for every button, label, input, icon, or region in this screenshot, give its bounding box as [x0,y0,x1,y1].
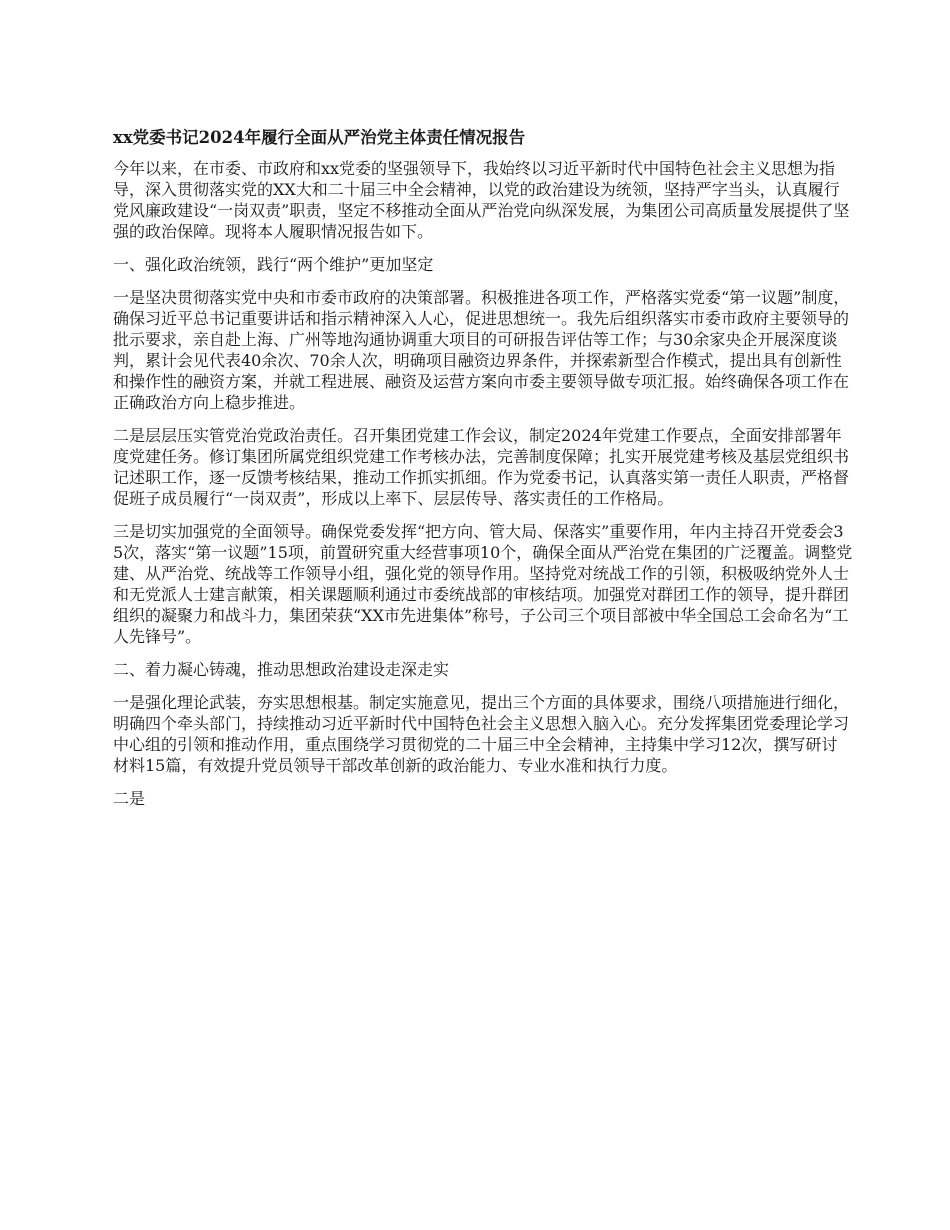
document-title: xx党委书记2024年履行全面从严治党主体责任情况报告 [113,128,526,147]
section-heading-2: 二、着力凝心铸魂，推动思想政治建设走深走实 [113,660,450,679]
section1-paragraph-1: 一是坚决贯彻落实党中央和市委市政府的决策部署。积极推进各项工作，严格落实党委“第一议题”制度，确保习近平总书记重要讲话和指示精神深入人心，促进思想统一。我先后组织落实市委市政府主要领导的批示要求，亲自赴上海、广州等地沟通协调重大项目的可研报告评估等工作；与30余家央企开展深度谈判，累计会见代表40余次、70余人次，明确项目融资边界条件，并探索新型合作模式，提出具有创新性和操作性的融资方案，并就工程进展、融资及运营方案向市委主要领导做专项汇报。始终确保各项工作在正确政治方向上稳步推进。 [113,288,850,412]
section-heading-1: 一、强化政治统领，践行“两个维护”更加坚定 [113,255,434,274]
section2-paragraph-1: 一是强化理论武装，夯实思想根基。制定实施意见，提出三个方面的具体要求，围绕八项措施进行细化，明确四个牵头部门，持续推动习近平新时代中国特色社会主义思想入脑入心。充分发挥集团党委理论学习中心组的引领和推动作用，重点围绕学习贯彻党的二十届三中全会精神，主持集中学习12次，撰写研讨材料15篇，有效提升党员领导干部改革创新的政治能力、专业水准和执行力度。 [113,693,850,775]
document-page [113,126,853,821]
section2-paragraph-2: 二是 [113,789,146,808]
intro-paragraph: 今年以来，在市委、市政府和xx党委的坚强领导下，我始终以习近平新时代中国特色社会主义思想为指导，深入贯彻落实党的XX大和二十届三中全会精神，以党的政治建设为统领，坚持严字当头，认真履行党风廉政建设“一岗双责”职责，坚定不移推动全面从严治党向纵深发展，为集团公司高质量发展提供了坚强的政治保障。现将本人履职情况报告如下。 [113,159,850,241]
section1-paragraph-2: 二是层层压实管党治党政治责任。召开集团党建工作会议，制定2024年党建工作要点，全面安排部署年度党建任务。修订集团所属党组织党建工作考核办法，完善制度保障；扎实开展党建考核及基层党组织书记述职工作，逐一反馈考核结果，推动工作抓实抓细。作为党委书记，认真落实第一责任人职责，严格督促班子成员履行“一岗双责”，形成以上率下、层层传导、落实责任的工作格局。 [113,426,850,508]
section1-paragraph-3: 三是切实加强党的全面领导。确保党委发挥“把方向、管大局、保落实”重要作用，年内主持召开党委会35次，落实“第一议题”15项，前置研究重大经营事项10个，确保全面从严治党在集团的广泛覆盖。调整党建、从严治党、统战等工作领导小组，强化党的领导作用。坚持党对统战工作的引领，积极吸纳党外人士和无党派人士建言献策，相关课题顺利通过市委统战部的审核结项。加强党对群团工作的领导，提升群团组织的凝聚力和战斗力，集团荣获“XX市先进集体”称号，子公司三个项目部被中华全国总工会命名为“工人先锋号”。 [113,522,853,646]
